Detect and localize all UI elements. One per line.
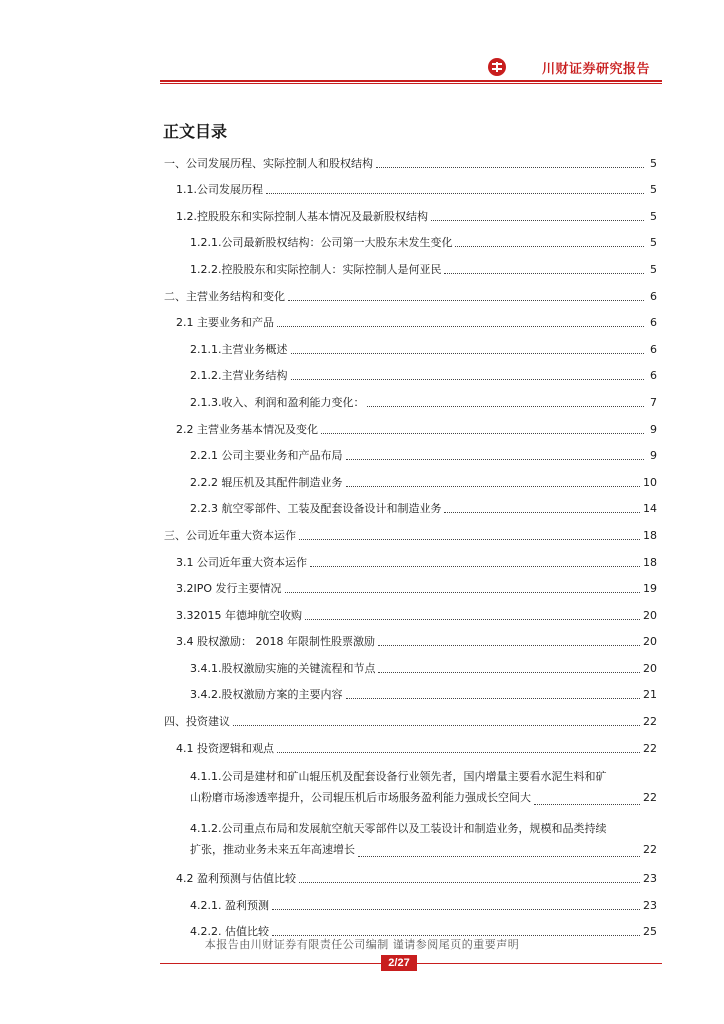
toc-page-number: 20 [643, 608, 657, 622]
toc-entry-title: 1.1.公司发展历程 [176, 183, 263, 197]
toc-leader-dots [299, 881, 640, 883]
toc-leader-dots [288, 299, 644, 301]
toc-leader-dots [431, 219, 644, 221]
toc-page-number: 5 [650, 236, 657, 250]
toc-page-number: 7 [650, 395, 657, 409]
toc-entry-title: 3.4 股权激励： 2018 年限制性股票激励 [176, 635, 375, 649]
toc-entry[interactable] [160, 574, 657, 601]
toc-page-number: 23 [643, 898, 657, 912]
toc-entry[interactable] [160, 706, 657, 733]
toc-entry[interactable] [160, 520, 657, 547]
toc-page-number: 25 [643, 925, 657, 939]
toc-entry-title: 4.2.2. 估值比较 [190, 925, 269, 939]
toc-page-number: 6 [650, 369, 657, 383]
toc-entry[interactable] [160, 281, 657, 308]
toc-leader-dots [346, 485, 641, 487]
toc-entry[interactable] [160, 441, 657, 468]
toc-entry-title: 4.1 投资逻辑和观点 [176, 741, 274, 755]
toc-entry-title: 3.4.2.股权激励方案的主要内容 [190, 688, 343, 702]
toc-leader-dots [358, 855, 640, 857]
toc-entry-title: 3.4.1.股权激励实施的关键流程和节点 [190, 661, 376, 675]
toc-page-number: 22 [643, 741, 657, 755]
toc-entry-title: 4.2 盈利预测与估值比较 [176, 872, 296, 886]
toc-page-number: 18 [643, 528, 657, 542]
toc-page-number: 5 [650, 262, 657, 276]
toc-leader-dots [291, 378, 645, 380]
toc-page-number: 23 [643, 872, 657, 886]
toc-entry[interactable] [160, 680, 657, 707]
toc-entry[interactable] [160, 494, 657, 521]
toc-entry-title: 4.2.1. 盈利预测 [190, 898, 269, 912]
toc-leader-dots [444, 272, 644, 274]
toc-entry[interactable] [160, 733, 657, 760]
toc-leader-dots [444, 511, 640, 513]
toc-leader-dots [346, 458, 645, 460]
toc-entry-title: 二、主营业务结构和变化 [164, 289, 285, 303]
header-divider-thin [160, 83, 662, 84]
toc-entry-title: 1.2.2.控股股东和实际控制人：实际控制人是何亚民 [190, 262, 442, 276]
toc-page-number: 10 [643, 475, 657, 489]
toc-entry[interactable] [160, 148, 657, 175]
toc-leader-dots [305, 618, 640, 620]
toc-entry-title: 4.1.2.公司重点布局和发展航空航天零部件以及工装设计和制造业务，规模和品类持续 [190, 821, 607, 835]
toc-entry[interactable] [160, 175, 657, 202]
toc-entry-title: 2.1.1.主营业务概述 [190, 342, 288, 356]
toc-entry-title: 2.2.1 公司主要业务和产品布局 [190, 449, 343, 463]
toc-entry[interactable] [160, 547, 657, 574]
toc-leader-dots [378, 644, 640, 646]
toc-entry[interactable] [160, 467, 657, 494]
toc-leader-dots [233, 724, 640, 726]
toc-leader-dots [285, 591, 640, 593]
page-number-badge: 2/27 [381, 955, 417, 971]
toc-page-number: 20 [643, 661, 657, 675]
toc-entry[interactable] [160, 760, 657, 812]
toc-entry[interactable] [160, 890, 657, 917]
toc-entry[interactable] [160, 812, 657, 864]
toc-entry-title: 3.32015 年德坤航空收购 [176, 608, 302, 622]
toc-page-number: 14 [643, 502, 657, 516]
toc-entry-title: 四、投资建议 [164, 715, 230, 729]
toc-page-number: 22 [643, 790, 657, 804]
toc-leader-dots [367, 405, 644, 407]
toc-entry-title: 三、公司近年重大资本运作 [164, 528, 296, 542]
toc-entry[interactable] [160, 228, 657, 255]
toc-leader-dots [291, 352, 645, 354]
toc-entry-title: 3.2IPO 发行主要情况 [176, 582, 282, 596]
toc-page-number: 9 [650, 422, 657, 436]
toc-page-number: 22 [643, 715, 657, 729]
toc-page-number: 6 [650, 316, 657, 330]
toc-leader-dots [310, 565, 640, 567]
toc-page-number: 19 [643, 582, 657, 596]
toc-page-number: 9 [650, 449, 657, 463]
toc-leader-dots [346, 697, 641, 699]
toc-leader-dots [534, 803, 640, 805]
toc-leader-dots [266, 192, 644, 194]
footer-disclaimer: 本报告由川财证券有限责任公司编制 谨请参阅尾页的重要声明 [204, 938, 520, 951]
toc-entry-title: 2.2.3 航空零部件、工装及配套设备设计和制造业务 [190, 502, 442, 516]
toc-entry[interactable] [160, 201, 657, 228]
toc-entry[interactable] [160, 627, 657, 654]
toc-entry[interactable] [160, 653, 657, 680]
toc-entry[interactable] [160, 600, 657, 627]
toc-entry[interactable] [160, 387, 657, 414]
toc-entry[interactable] [160, 414, 657, 441]
toc-page-number: 5 [650, 183, 657, 197]
toc-page-number: 5 [650, 209, 657, 223]
toc-entry-title: 2.1.2.主营业务结构 [190, 369, 288, 383]
toc-leader-dots [321, 432, 644, 434]
toc-entry-title-continued: 山粉磨市场渗透率提升，公司辊压机后市场服务盈利能力强成长空间大 [190, 790, 531, 804]
table-of-contents [160, 148, 657, 943]
toc-entry-title: 一、公司发展历程、实际控制人和股权结构 [164, 156, 373, 170]
toc-leader-dots [299, 538, 640, 540]
toc-page-number: 21 [643, 688, 657, 702]
toc-entry[interactable] [160, 361, 657, 388]
toc-page-number: 5 [650, 156, 657, 170]
toc-leader-dots [378, 671, 640, 673]
toc-page-number: 22 [643, 842, 657, 856]
toc-entry-title: 1.2.控股股东和实际控制人基本情况及最新股权结构 [176, 209, 428, 223]
toc-entry-title: 2.2.2 辊压机及其配件制造业务 [190, 475, 343, 489]
toc-page-number: 20 [643, 635, 657, 649]
brand-name: 川财证券研究报告 [542, 62, 651, 77]
toc-leader-dots [455, 245, 644, 247]
toc-entry[interactable] [160, 254, 657, 281]
toc-entry-title: 4.1.1.公司是建材和矿山辊压机及配套设备行业领先者，国内增量主要看水泥生料和矿 [190, 769, 607, 783]
toc-leader-dots [277, 325, 644, 327]
brand-logo-icon [488, 58, 506, 76]
toc-leader-dots [277, 751, 640, 753]
toc-entry[interactable] [160, 334, 657, 361]
page-title: 正文目录 [163, 122, 228, 141]
report-header [488, 56, 662, 82]
toc-page-number: 6 [650, 342, 657, 356]
toc-leader-dots [272, 908, 640, 910]
header-divider [160, 80, 662, 82]
toc-entry-title-continued: 扩张，推动业务未来五年高速增长 [190, 842, 355, 856]
toc-entry-title: 2.1 主要业务和产品 [176, 316, 274, 330]
toc-entry-title: 3.1 公司近年重大资本运作 [176, 555, 307, 569]
toc-entry[interactable] [160, 308, 657, 335]
toc-leader-dots [376, 166, 644, 168]
toc-page-number: 18 [643, 555, 657, 569]
toc-page-number: 6 [650, 289, 657, 303]
toc-entry-title: 2.2 主营业务基本情况及变化 [176, 422, 318, 436]
toc-entry[interactable] [160, 864, 657, 891]
toc-entry-title: 2.1.3.收入、利润和盈利能力变化： [190, 395, 365, 409]
toc-entry-title: 1.2.1.公司最新股权结构：公司第一大股东未发生变化 [190, 236, 453, 250]
